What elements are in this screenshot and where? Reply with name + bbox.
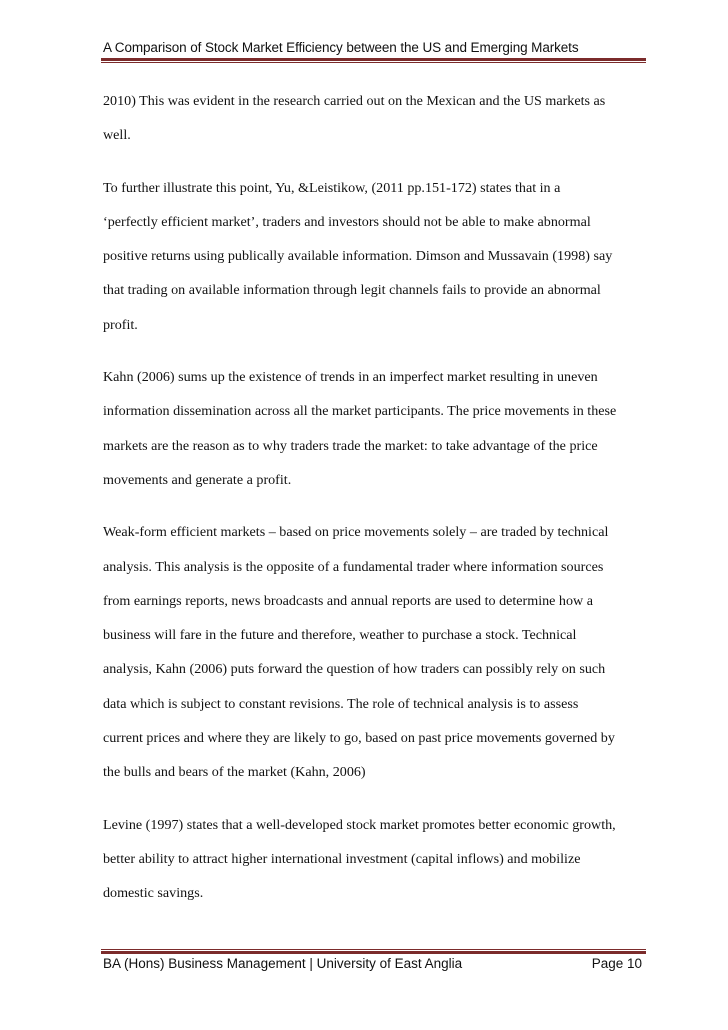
header-rule-thin (101, 62, 646, 63)
text-line: information dissemination across all the market participants. The price movements in these (103, 403, 617, 420)
text-line: 2010) This was evident in the research carried out on the Mexican and the US markets as (103, 93, 606, 109)
text-line: data which is subject to constant revisions. The role of technical analysis is to assess (103, 695, 579, 712)
text-line: analysis. This analysis is the opposite of a fundamental trader where information sources (103, 558, 604, 575)
text-line: the bulls and bears of the market (Kahn, 2006) (103, 764, 366, 781)
text-line: Levine (1997) states that a well-developed stock market promotes better economic growth, (103, 816, 616, 833)
footer-rule-thin (101, 949, 646, 950)
text-line: positive returns using publically available information. Dimson and Mussavain (1998) say (103, 248, 613, 265)
paragraph-2 (103, 171, 648, 342)
text-line: current prices and where they are likely to go, based on past price movements governed by (103, 730, 615, 747)
text-line: Kahn (2006) sums up the existence of trends in an imperfect market resulting in uneven (103, 369, 598, 386)
page-number: Page 10 (591, 956, 642, 971)
text-line: domestic savings. (103, 885, 204, 902)
body-text (103, 84, 648, 929)
running-header: A Comparison of Stock Market Efficiency between the US and Emerging Markets (103, 40, 579, 55)
text-line: well. (103, 127, 131, 144)
paragraph-1 (103, 84, 648, 153)
footer-course-label: BA (Hons) Business Management | University of East Anglia (103, 956, 463, 971)
paragraph-3 (103, 360, 648, 497)
text-line: profit. (103, 316, 138, 333)
text-line: markets are the reason as to why traders trade the market: to take advantage of the price (103, 437, 598, 454)
text-line: that trading on available information through legit channels fails to provide an abnormal (103, 282, 601, 299)
text-line: analysis, Kahn (2006) puts forward the question of how traders can possibly rely on such (103, 661, 606, 678)
text-line: business will fare in the future and therefore, weather to purchase a stock. Technical (103, 627, 577, 644)
header-rule-thick (101, 58, 646, 61)
text-line: movements and generate a profit. (103, 471, 292, 488)
text-line: ‘perfectly efficient market’, traders and investors should not be able to make abnormal (103, 213, 591, 230)
text-line: better ability to attract higher international investment (capital inflows) and mobilize (103, 850, 581, 867)
text-line: from earnings reports, news broadcasts and annual reports are used to determine how a (103, 592, 593, 609)
paragraph-5 (103, 808, 648, 911)
text-line: To further illustrate this point, Yu, &Leistikow, (2011 pp.151-172) states that in a (103, 179, 561, 196)
text-line: Weak-form efficient markets – based on price movements solely – are traded by technical (103, 524, 609, 541)
paragraph-4 (103, 515, 648, 789)
footer-rule-thick (101, 951, 646, 954)
